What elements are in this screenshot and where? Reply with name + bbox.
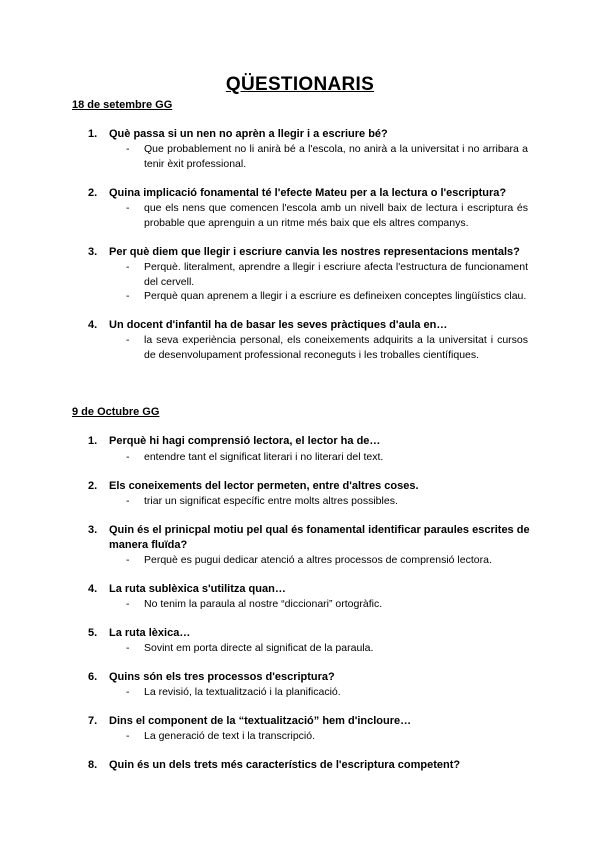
question [88,186,536,201]
question-text: Quin és el prinicpal motiu pel qual és fonamental identificar paraules escrites de manera fluïda? [109,524,530,551]
question [88,714,536,729]
bullet-dash: - [126,143,130,155]
question [88,670,536,685]
answer-text: Perquè. literalment, aprendre a llegir i escriure afecta l'estructura de funcionament del cervell. [144,261,528,288]
question-text: Quina implicació fonamental té l'efecte Mateu per a la lectura o l'escriptura? [109,187,507,199]
question [88,523,536,553]
answer-item [126,142,528,172]
question-text: Quin és un dels trets més característics de l'escriptura competent? [109,759,461,771]
answer-item [126,685,528,700]
question [88,434,536,449]
answer-text: La revisió, la textualització i la planificació. [144,686,341,698]
question-number: 8. [88,759,98,771]
question-number: 1. [88,128,98,140]
question-number: 4. [88,583,98,595]
section-heading: 18 de setembre GG [72,99,173,111]
question-text: Què passa si un nen no aprèn a llegir i a escriure bé? [109,128,388,140]
bullet-dash: - [126,554,130,566]
bullet-dash: - [126,451,130,463]
question-number: 4. [88,319,98,331]
question-number: 2. [88,480,98,492]
bullet-dash: - [126,334,130,346]
question-text: Per què diem que llegir i escriure canvia les nostres representacions mentals? [109,246,520,258]
answer-item [126,494,528,509]
question-number: 7. [88,715,98,727]
answer-text: Perquè es pugui dedicar atenció a altres processos de comprensió lectora. [144,554,492,566]
section-heading: 9 de Octubre GG [72,406,160,418]
answer-text: que els nens que comencen l'escola amb un nivell baix de lectura i escriptura és probable que aprenguin a un ritme més baix que els altres companys. [144,202,528,229]
bullet-dash: - [126,495,130,507]
page-title: QÜESTIONARIS [225,74,375,95]
answer-item [126,450,528,465]
question [88,626,536,641]
question [88,479,536,494]
answer-text: Perquè quan aprenem a llegir i a escriure es defineixen conceptes lingüístics clau. [144,290,527,302]
question-number: 1. [88,435,98,447]
question [88,582,536,597]
question-number: 5. [88,627,98,639]
answer-text: triar un significat específic entre molts altres possibles. [144,495,398,507]
answer-item [126,641,528,656]
answer-text: Sovint em porta directe al significat de la paraula. [144,642,374,654]
answer-text: Que probablement no li anirà bé a l'escola, no anirà a la universitat i no arribara a tenir èxit professional. [144,143,528,170]
answer-item [126,553,528,568]
question-text: Dins el component de la “textualització” hem d'incloure… [109,715,412,727]
question-number: 3. [88,246,98,258]
question-number: 3. [88,524,98,536]
answer-item [126,333,528,363]
question [88,245,536,260]
bullet-dash: - [126,202,130,214]
answer-item [126,260,528,290]
bullet-dash: - [126,290,130,302]
bullet-dash: - [126,261,130,273]
question-text: Quins són els tres processos d'escriptura? [109,671,335,683]
answer-text: entendre tant el significat literari i no literari del text. [144,451,384,463]
bullet-dash: - [126,730,130,742]
answer-text: la seva experiència personal, els coneixements adquirits a la universitat i cursos de desenvolupament professional reconeguts i les troballes científiques. [144,334,528,361]
bullet-dash: - [126,598,130,610]
bullet-dash: - [126,642,130,654]
bullet-dash: - [126,686,130,698]
question [88,318,536,333]
question-text: Els coneixements del lector permeten, entre d'altres coses. [109,480,419,492]
question-text: La ruta lèxica… [109,627,191,639]
answer-item [126,729,528,744]
question-number: 6. [88,671,98,683]
answer-text: La generació de text i la transcripció. [144,730,316,742]
answer-item [126,597,528,612]
question-text: La ruta sublèxica s'utilitza quan… [109,583,286,595]
answer-item [126,201,528,231]
answer-text: No tenim la paraula al nostre “diccionari” ortogràfic. [144,598,383,610]
question [88,758,536,773]
answer-item [126,289,528,304]
question-text: Perquè hi hagi comprensió lectora, el lector ha de… [109,435,381,447]
question [88,127,536,142]
question-text: Un docent d'infantil ha de basar les seves pràctiques d'aula en… [109,319,448,331]
question-number: 2. [88,187,98,199]
